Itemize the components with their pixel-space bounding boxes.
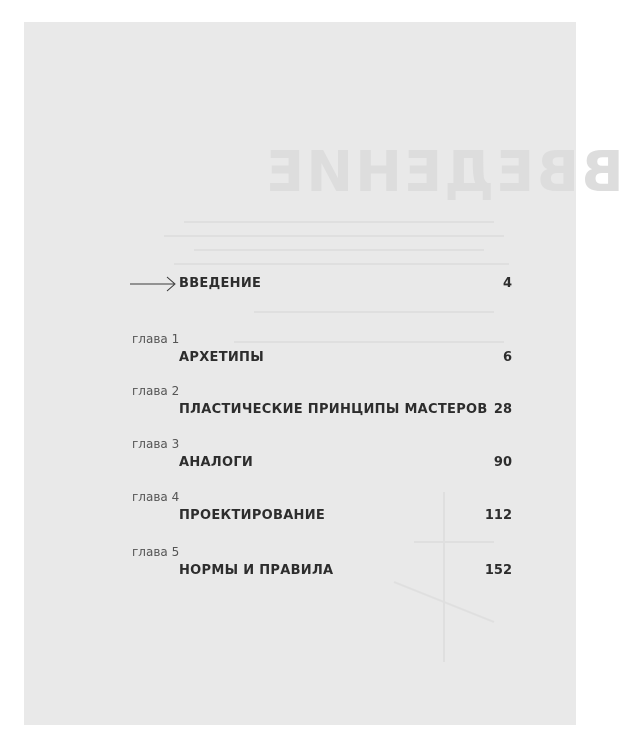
chapter-entry-3[interactable]	[24, 437, 576, 487]
book-page	[24, 22, 624, 725]
chapter-page-number: 152	[484, 563, 512, 578]
chapter-label: глава 4	[132, 490, 180, 504]
chapter-page-number: 90	[493, 455, 512, 470]
chapter-label: глава 3	[132, 437, 180, 451]
chapter-label: глава 5	[132, 545, 180, 559]
chapter-title[interactable]: НОРМЫ И ПРАВИЛА	[179, 563, 334, 578]
arrow-right-icon	[129, 275, 179, 293]
chapter-entry-4[interactable]	[24, 490, 576, 540]
chapter-title[interactable]: АНАЛОГИ	[179, 455, 254, 470]
chapter-label: глава 2	[132, 384, 180, 398]
chapter-entry-1[interactable]	[24, 332, 576, 382]
chapter-page-number: 6	[502, 350, 512, 365]
chapter-title[interactable]: АРХЕТИПЫ	[179, 350, 264, 365]
chapter-entry-2[interactable]	[24, 384, 576, 434]
chapter-title[interactable]: ПЛАСТИЧЕСКИЕ ПРИНЦИПЫ МАСТЕРОВ	[179, 402, 488, 417]
chapter-title[interactable]: ПРОЕКТИРОВАНИЕ	[179, 508, 326, 523]
table-of-contents	[24, 22, 576, 725]
show-through-text: ВВЕДЕНИЕ	[264, 140, 624, 205]
chapter-page-number: 28	[493, 402, 512, 417]
chapter-page-number: 112	[484, 508, 512, 523]
chapter-entry-5[interactable]	[24, 545, 576, 595]
intro-page-number: 4	[502, 276, 512, 291]
chapter-label: глава 1	[132, 332, 180, 346]
intro-title[interactable]: ВВЕДЕНИЕ	[179, 276, 262, 291]
